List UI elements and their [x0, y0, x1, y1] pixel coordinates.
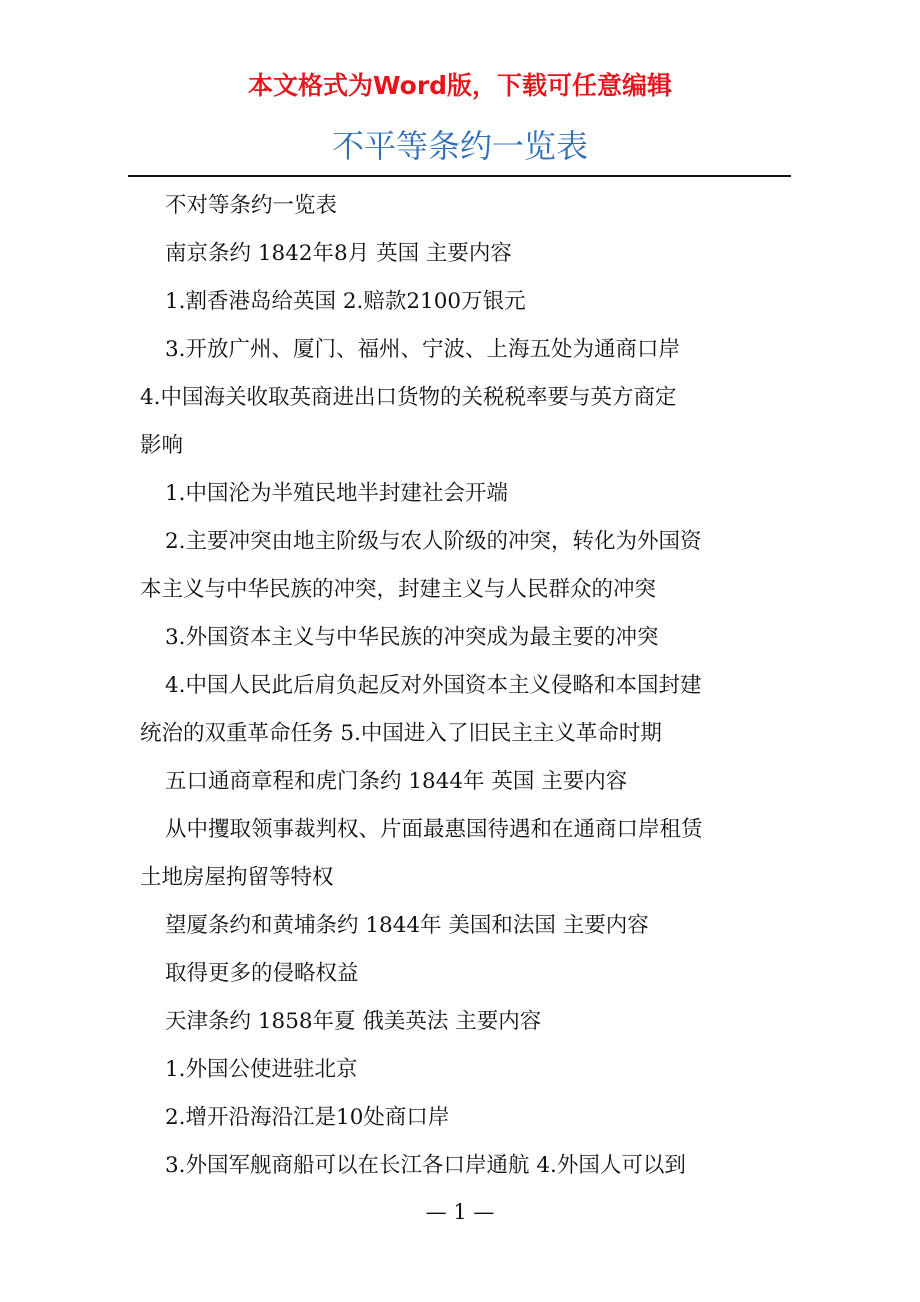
paragraph-line: 取得更多的侵略权益: [165, 961, 359, 986]
paragraph-line: 影响: [140, 433, 184, 458]
paragraph-line: 4.中国海关收取英商进出口货物的关税税率要与英方商定: [140, 385, 677, 410]
paragraph-line: 3.外国军舰商船可以在长江各口岸通航 4.外国人可以到: [165, 1153, 686, 1178]
paragraph-line: 3.开放广州、厦门、福州、宁波、上海五处为通商口岸: [165, 337, 681, 362]
page-number: — 1 —: [425, 1200, 495, 1224]
paragraph-line: 从中攫取领事裁判权、片面最惠国待遇和在通商口岸租赁: [165, 817, 703, 842]
paragraph-line: 望厦条约和黄埔条约 1844年 美国和法国 主要内容: [165, 913, 649, 938]
paragraph-line: 土地房屋拘留等特权: [140, 865, 334, 890]
paragraph-line: 1.外国公使进驻北京: [165, 1057, 358, 1082]
title-divider: [128, 175, 791, 177]
document-title: 不平等条约一览表: [331, 127, 588, 165]
paragraph-line: 3.外国资本主义与中华民族的冲突成为最主要的冲突: [165, 625, 659, 650]
document-body: [140, 182, 780, 1190]
paragraph-line: 1.中国沦为半殖民地半封建社会开端: [165, 481, 509, 506]
download-banner: 本文格式为Word版，下载可任意编辑: [247, 71, 673, 100]
paragraph-line: 统治的双重革命任务 5.中国进入了旧民主主义革命时期: [140, 721, 662, 746]
paragraph-line: 2.增开沿海沿江是10处商口岸: [165, 1105, 450, 1130]
paragraph-line: 4.中国人民此后肩负起反对外国资本主义侵略和本国封建: [165, 673, 702, 698]
paragraph-line: 2.主要冲突由地主阶级与农人阶级的冲突，转化为外国资: [165, 529, 702, 554]
paragraph-line: 天津条约 1858年夏 俄美英法 主要内容: [165, 1009, 542, 1034]
paragraph-line: 五口通商章程和虎门条约 1844年 英国 主要内容: [165, 769, 628, 794]
paragraph-line: 本主义与中华民族的冲突，封建主义与人民群众的冲突: [140, 577, 657, 602]
paragraph-line: 不对等条约一览表: [165, 193, 338, 218]
paragraph-line: 南京条约 1842年8月 英国 主要内容: [165, 241, 512, 266]
paragraph-line: 1.割香港岛给英国 2.赔款2100万银元: [165, 289, 526, 314]
